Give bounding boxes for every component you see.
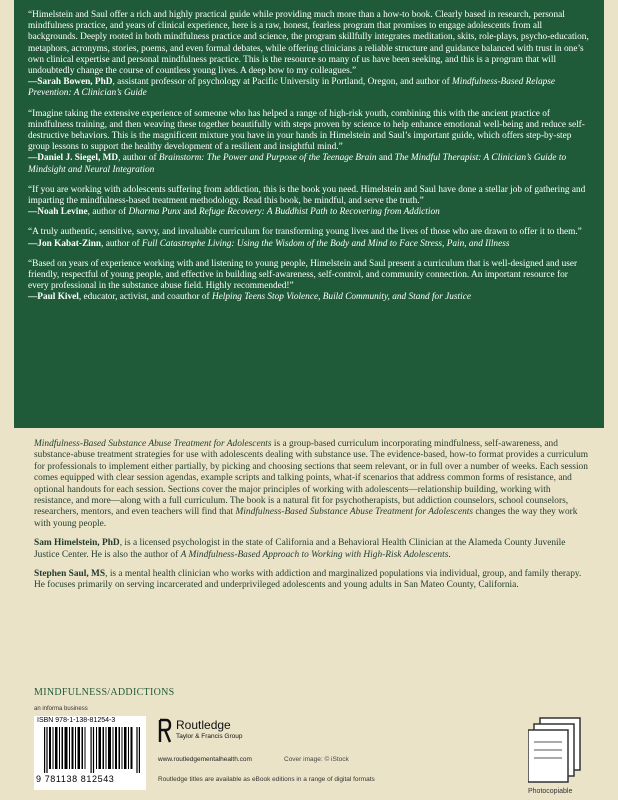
endorsement: “Imagine taking the extensive experience of someone who has helped a range of high-risk youth, combining this with the ancient practice of mindfulness training, and then weaving these together beautifully with steps proven by science to help enhance emotional well-being and reduce self-destructive behaviors. This is the magnificent mixture you have in your hands in Himelstein and Saul’s important guide, which offers step-by-step group lessons to support the healthy development of a resilient and insightful mind.” —Daniel J. Siegel, MD, author of Brainstorm: The Power and Purpose of the Teenage Brain and The Mindful Therapist: A Clinician’s Guide to Mindsight and Neural Integration	[28, 108, 585, 175]
publisher-name: Routledge	[176, 718, 231, 732]
endorsements-panel	[14, 0, 604, 428]
author-bio: Sam Himelstein, PhD, is a licensed psychologist in the state of California and a Behavioral Health Clinician at the Alameda County Juvenile Justice Center. He is also the author of A Mindfulness-Based Approach to Working with High-Risk Adolescents.	[34, 538, 566, 560]
endorsement: “A truly authentic, sensitive, savvy, and invaluable curriculum for transforming young lives and the lives of those who are drawn to offer it to them.” —Jon Kabat-Zinn, author of Full Catastrophe Living: Using the Wisdom of the Body and Mind to Face Stress, Pain, and Illness	[28, 227, 582, 249]
category-label: MINDFULNESS/ADDICTIONS	[34, 687, 175, 698]
cover-credit: Cover image: © iStock	[284, 756, 349, 763]
author-bio: Stephen Saul, MS, is a mental health clinician who works with addiction and marginalized populations via individual, group, and family therapy. He focuses primarily on serving incarcerated and underprivileged adolescents and young adults in San Mateo County, California.	[34, 569, 582, 591]
endorser-name: —Sarah Bowen, PhD	[28, 77, 113, 88]
barcode-number: 9 781138 812543	[36, 774, 115, 784]
routledge-logo-icon	[158, 718, 172, 744]
endorser-name: —Jon Kabat-Zinn	[28, 238, 102, 249]
endorsement: “Himelstein and Saul offer a rich and highly practical guide while providing much more than a how-to book. Clearly based in research, personal mindfulness practice, and years of clinical experience, here is a raw, honest, fearless program that promises to engage adolescents from all backgrounds. Deeply rooted in both mindfulness practice and science, the program skillfully integrates meditation, skits, role-plays, psycho-education, metaphors, acronyms, stories, poems, and even formal debates, while offering clinicians a reliable structure and guidance balanced with trust in one’s own clinical expertise and personal mindfulness practice. This is the resource so many of us have been seeking, and this is a program that will undoubtedly change the course of countless young lives. A deep bow to my colleagues.” —Sarah Bowen, PhD, assistant professor of psychology at Pacific University in Portland, Oregon, and author of Mindfulness-Based Relapse Prevention: A Clinician’s Guide	[28, 10, 589, 99]
endorser-name: —Daniel J. Siegel, MD	[28, 153, 119, 164]
endorsement: “If you are working with adolescents suffering from addiction, this is the book you need. Himelstein and Saul have done a stellar job of gathering and imparting the mindfulness-based treatment methodology. Read this book, be mindful, and serve the truth.” —Noah Levine, author of Dharma Punx and Refuge Recovery: A Buddhist Path to Recovering from Addiction	[28, 184, 586, 218]
ebook-note: Routledge titles are available as eBook editions in a range of digital formats	[158, 776, 375, 783]
book-description	[34, 439, 590, 600]
informa-tagline: an informa business	[34, 706, 88, 712]
barcode	[34, 716, 146, 790]
isbn-label: ISBN 978-1-138-81254-3	[37, 717, 116, 724]
description-paragraph: Mindfulness-Based Substance Abuse Treatment for Adolescents is a group-based curriculum incorporating mindfulness, self-awareness, and substance-abuse treatment strategies for use with adolescents dealing with substance use. The evidence-based, how-to format provides a curriculum for professionals to implement either partially, by picking and choosing sections that seem relevant, or in full over a number of weeks. Each session comes equipped with clear session agendas, example scripts and talking points, what-if scenarios that address common forms of resistance, and optional handouts for each session. Sections cover the major principles of working with adolescents—relationship building, working with resistance, and more—along with a full curriculum. The book is a natural fit for psychotherapists, but addiction counselors, school counselors, researchers, mentors, and even teachers will find that Mindfulness-Based Substance Abuse Treatment for Adolescents changes the way they work with young people.	[34, 439, 589, 529]
barcode-icon	[44, 727, 140, 773]
endorser-name: —Paul Kivel	[28, 292, 79, 303]
endorsement: “Based on years of experience working with and listening to young people, Himelstein and Saul present a curriculum that is well-designed and user friendly, respectful of young people, and effective in building self-awareness, self-control, and community connection. An important resource for every professional in the substance abuse field. Highly recommended!” —Paul Kivel, educator, activist, and coauthor of Helping Teens Stop Violence, Build Community, and Stand for Justice	[28, 258, 578, 303]
photocopiable-label: Photocopiable	[528, 788, 573, 795]
publisher-subtitle: Taylor & Francis Group	[176, 733, 243, 740]
endorser-name: —Noah Levine	[28, 207, 88, 218]
publisher-url: www.routledgementalhealth.com	[158, 756, 252, 763]
